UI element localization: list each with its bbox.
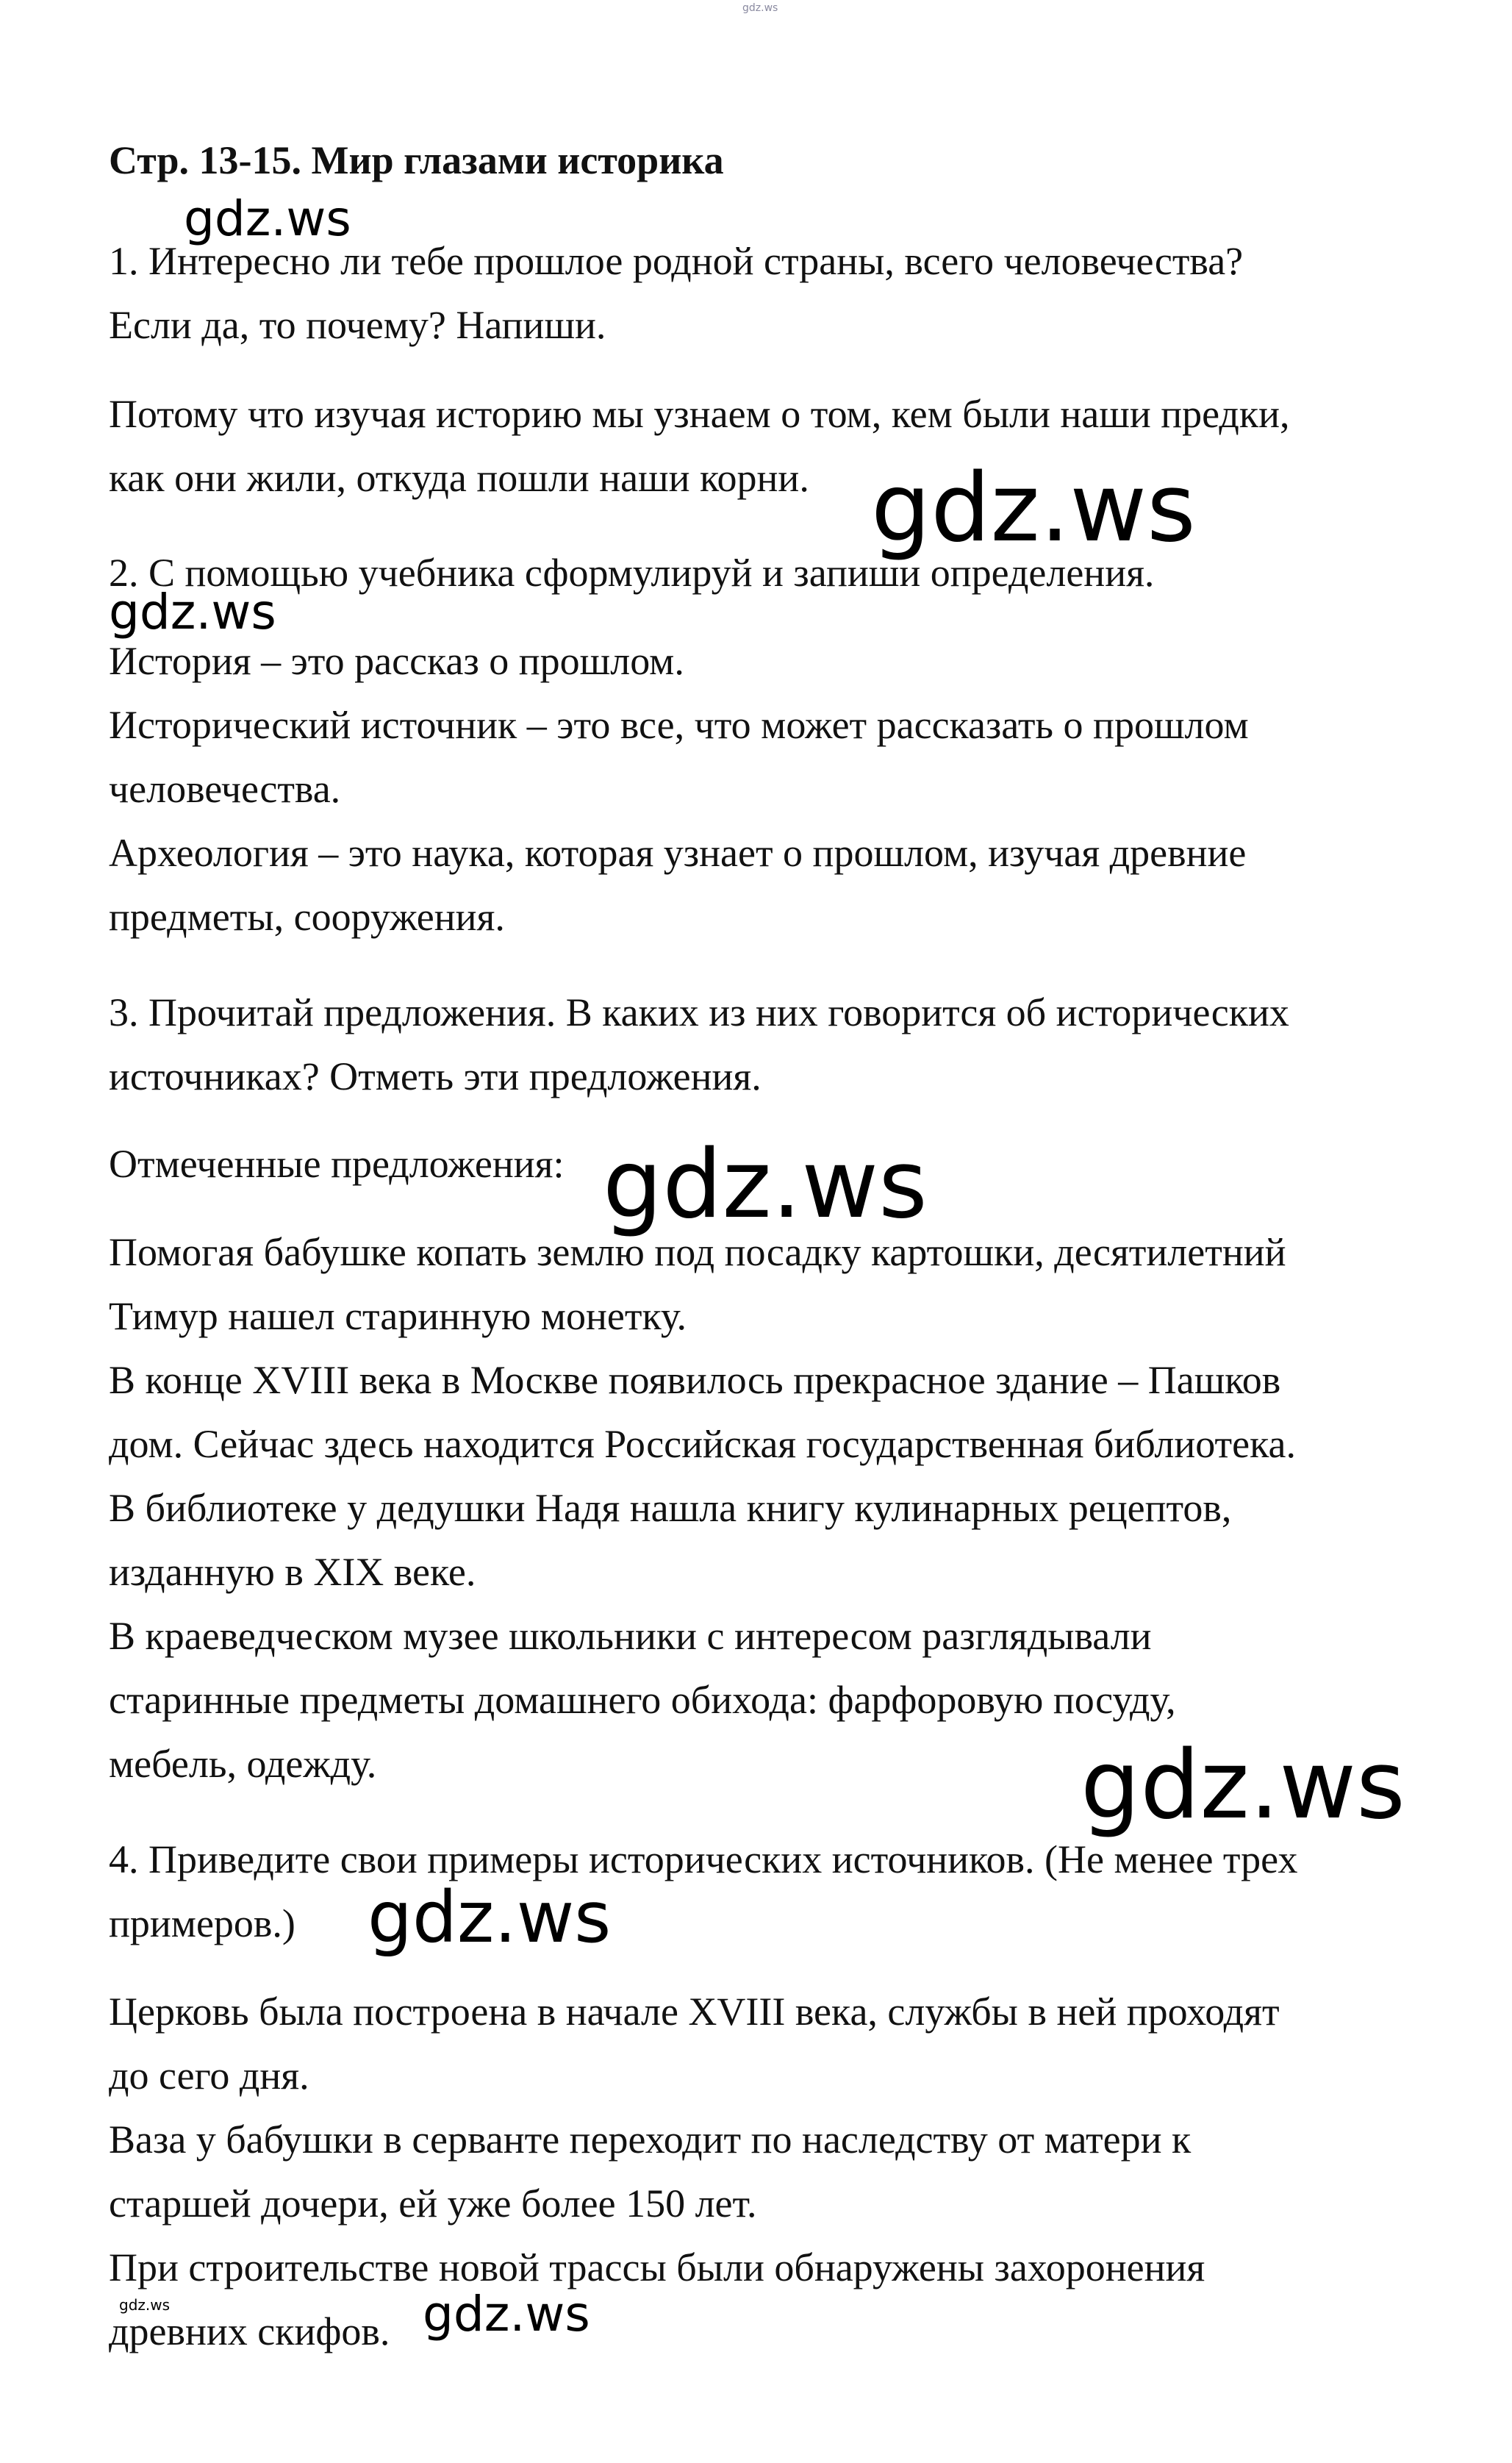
watermark-5: gdz.ws [1081, 1731, 1405, 1840]
q1-answer-line-2: как они жили, откуда пошли наши корни. [109, 456, 809, 500]
q2-answer-line-1: История – это рассказ о прошлом. [109, 639, 684, 683]
q2-question-line-1: 2. С помощью учебника сформулируй и запиши определения. [109, 551, 1155, 595]
q3-marked-label: Отмеченные предложения: [109, 1142, 565, 1186]
watermark-1: gdz.ws [184, 190, 351, 247]
q3-answer-line-9: мебель, одежду. [109, 1742, 377, 1786]
q3-answer-line-3: В конце XVIII века в Москве появилось прекрасное здание – Пашков [109, 1358, 1281, 1402]
q2-answer-line-5: предметы, сооружения. [109, 895, 505, 939]
q3-question-line-2: источниках? Отметь эти предложения. [109, 1054, 762, 1098]
q4-answer-line-6: древних скифов. [109, 2309, 390, 2353]
q3-answer-line-4: дом. Сейчас здесь находится Российская государственная библиотека. [109, 1422, 1296, 1466]
q4-answer-line-4: старшей дочери, ей уже более 150 лет. [109, 2181, 757, 2226]
q4-answer-line-2: до сего дня. [109, 2053, 309, 2098]
q3-answer-line-5: В библиотеке у дедушки Надя нашла книгу кулинарных рецептов, [109, 1486, 1232, 1530]
q2-answer-line-3: человечества. [109, 767, 341, 811]
q4-answer-line-3: Ваза у бабушки в серванте переходит по наследству от матери к [109, 2117, 1192, 2162]
q3-answer-line-1: Помогая бабушке копать землю под посадку картошки, десятилетний [109, 1230, 1286, 1274]
q1-answer-line-1: Потому что изучая историю мы узнаем о том, кем были наши предки, [109, 392, 1290, 436]
watermark-2: gdz.ws [871, 454, 1196, 563]
q2-answer-line-4: Археология – это наука, которая узнает о прошлом, изучая древние [109, 831, 1247, 875]
q3-answer-line-8: старинные предметы домашнего обихода: фарфоровую посуду, [109, 1678, 1176, 1722]
watermark-6: gdz.ws [368, 1876, 612, 1959]
q1-question-line-1: 1. Интересно ли тебе прошлое родной страны, всего человечества? [109, 239, 1244, 283]
q1-question-line-2: Если да, то почему? Напиши. [109, 303, 606, 347]
q3-question-line-1: 3. Прочитай предложения. В каких из них говорится об исторических [109, 990, 1289, 1034]
watermark-3: gdz.ws [109, 584, 276, 640]
q3-answer-line-6: изданную в XIX веке. [109, 1550, 476, 1594]
watermark-top: gdz.ws [742, 2, 778, 14]
q4-question-line-1: 4. Приведите свои примеры исторических источников. (Не менее трех [109, 1837, 1298, 1881]
q3-answer-line-7: В краеведческом музее школьники с интересом разглядывали [109, 1614, 1152, 1658]
page-title: Стр. 13-15. Мир глазами историка [109, 138, 724, 182]
watermark-tiny: gdz.ws [119, 2296, 171, 2314]
watermark-4: gdz.ws [603, 1130, 928, 1240]
q2-answer-line-2: Исторический источник – это все, что может рассказать о прошлом [109, 703, 1249, 747]
q4-question-line-2: примеров.) [109, 1901, 295, 1945]
q4-answer-line-5: При строительстве новой трассы были обнаружены захоронения [109, 2245, 1205, 2289]
watermark-7: gdz.ws [423, 2286, 590, 2342]
q3-answer-line-2: Тимур нашел старинную монетку. [109, 1294, 687, 1338]
q4-answer-line-1: Церковь была построена в начале XVIII века, службы в ней проходят [109, 1990, 1280, 2034]
